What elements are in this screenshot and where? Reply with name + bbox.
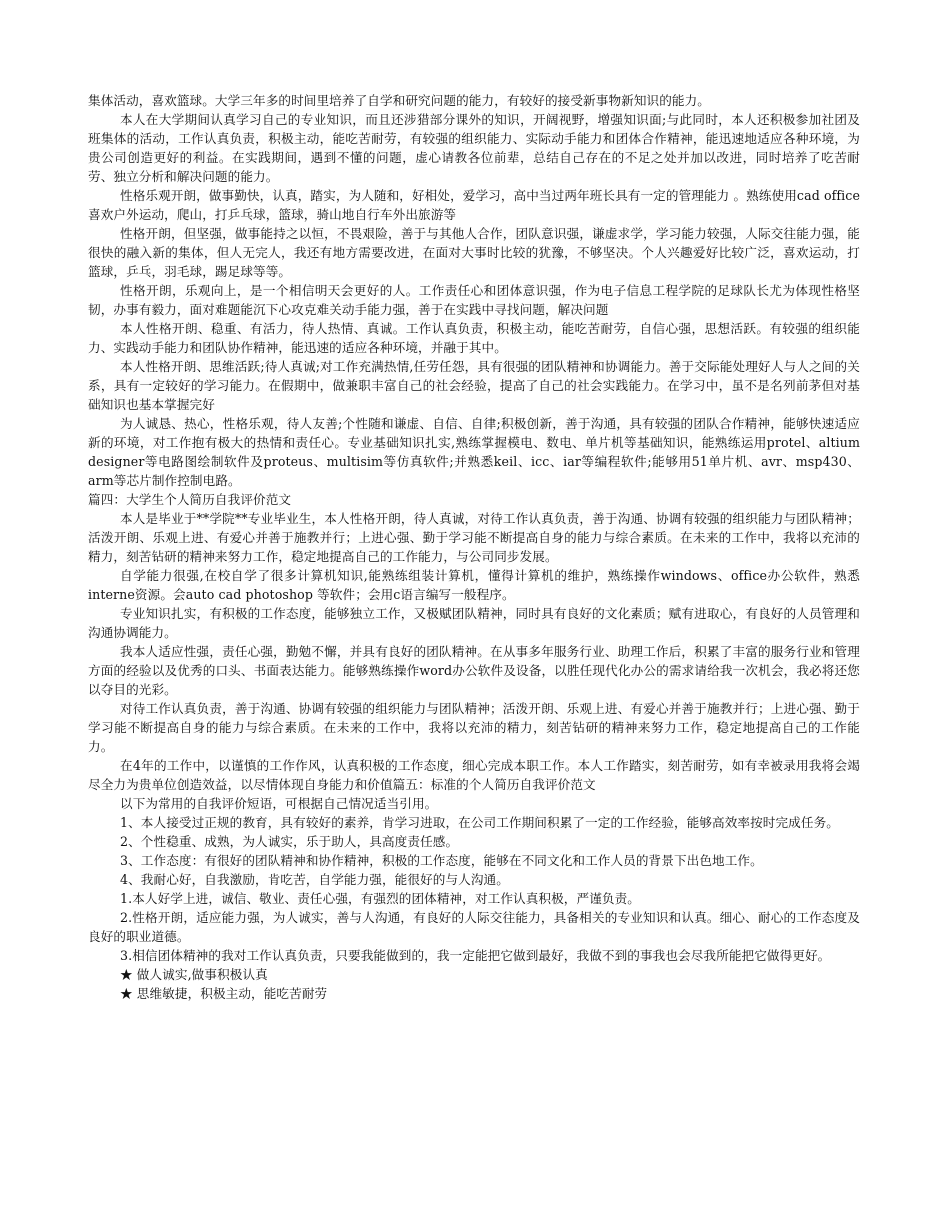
paragraph: 集体活动，喜欢篮球。大学三年多的时间里培养了自学和研究问题的能力，有较好的接受新事物新知识的能力。 (88, 93, 710, 108)
star-list-item: ★ 思维敏捷，积极主动，能吃苦耐劳 (120, 986, 328, 1001)
list-item: 4、我耐心好，自我激励，肯吃苦，自学能力强，能很好的与人沟通。 (120, 872, 509, 887)
list-item: 3、工作态度：有很好的团队精神和协作精神，积极的工作态度，能够在不同文化和工作人员的背景下出色地工作。 (120, 853, 763, 868)
paragraph: 性格开朗，但坚强，做事能持之以恒，不畏艰险，善于与其他人合作，团队意识强，谦虚求学，学习能力较强，人际交往能力强，能很快的融入新的集体，但人无完人，我还有地方需要改进，在面对大事时比较的犹豫，不够坚决。个人兴趣爱好比较广泛，喜欢运动，打篮球，乒乓，羽毛球，踢足球等等。 (88, 226, 860, 279)
document-body (88, 91, 860, 1003)
paragraph: 本人是毕业于**学院**专业毕业生，本人性格开朗，待人真诚，对待工作认真负责，善于沟通、协调有较强的组织能力与团队精神；活泼开朗、乐观上进、有爱心并善于施教并行；上进心强、勤于学习能不断提高自身的能力与综合素质。在未来的工作中，我将以充沛的精力，刻苦钻研的精神来努力工作，稳定地提高自己的工作能力，与公司同步发展。 (88, 511, 860, 564)
list-item: 2、个性稳重、成熟，为人诚实，乐于助人，具高度责任感。 (120, 834, 459, 849)
list-item: 3.相信团体精神的我对工作认真负责，只要我能做到的，我一定能把它做到最好，我做不到的事我也会尽我所能把它做得更好。 (120, 948, 831, 963)
list-item: 1.本人好学上进，诚信、敬业、责任心强，有强烈的团体精神，对工作认真积极，严谨负责。 (120, 891, 640, 906)
list-item: 2.性格开朗，适应能力强，为人诚实，善与人沟通，有良好的人际交往能力，具备相关的专业知识和认真。细心、耐心的工作态度及良好的职业道德。 (88, 910, 860, 944)
paragraph: 性格乐观开朗，做事勤快，认真，踏实，为人随和，好相处，爱学习，高中当过两年班长具有一定的管理能力 。熟练使用cad office 喜欢户外运动，爬山，打乒乓球，篮球，骑山地自行车外出旅游等 (88, 188, 860, 222)
paragraph: 性格开朗，乐观向上，是一个相信明天会更好的人。工作责任心和团体意识强，作为电子信息工程学院的足球队长尤为体现性格坚韧，办事有毅力，面对难题能沉下心攻克难关动手能力强，善于在实践中寻找问题，解决问题 (88, 283, 860, 317)
paragraph: 本人在大学期间认真学习自己的专业知识，而且还涉猎部分课外的知识，开阔视野，增强知识面;与此同时，本人还积极参加社团及班集体的活动，工作认真负责，积极主动，能吃苦耐劳，有较强的组织能力、实际动手能力和团体合作精神，能迅速地适应各种环境，为贵公司创造更好的利益。在实践期间，遇到不懂的问题，虚心请教各位前辈，总结自己存在的不足之处并加以改进，同时培养了吃苦耐劳、独立分析和解决问题的能力。 (88, 112, 860, 184)
section-heading: 篇四：大学生个人简历自我评价范文 (88, 492, 292, 507)
paragraph: 自学能力很强,在校自学了很多计算机知识,能熟练组装计算机，懂得计算机的维护，熟练操作windows、office办公软件，熟悉interne资源。会auto cad photoshop 等软件；会用c语言编写一般程序。 (88, 568, 860, 602)
paragraph: 以下为常用的自我评价短语，可根据自己情况适当引用。 (120, 796, 438, 811)
paragraph: 专业知识扎实，有积极的工作态度，能够独立工作，又极赋团队精神，同时具有良好的文化素质；赋有进取心，有良好的人员管理和沟通协调能力。 (88, 606, 860, 640)
paragraph: 对待工作认真负责，善于沟通、协调有较强的组织能力与团队精神；活泼开朗、乐观上进、有爱心并善于施教并行；上进心强、勤于学习能不断提高自身的能力与综合素质。在未来的工作中，我将以充沛的精力，刻苦钻研的精神来努力工作，稳定地提高自己的工作能力。 (88, 701, 860, 754)
paragraph: 我本人适应性强，责任心强，勤勉不懈，并具有良好的团队精神。在从事多年服务行业、助理工作后，积累了丰富的服务行业和管理方面的经验以及优秀的口头、书面表达能力。能够熟练操作word办公软件及设备，以胜任现代化办公的需求请给我一次机会，我必将还您以夺目的光彩。 (88, 644, 860, 697)
paragraph: 本人性格开朗、思维活跃;待人真诚;对工作充满热情,任劳任怨，具有很强的团队精神和协调能力。善于交际能处理好人与人之间的关系，具有一定较好的学习能力。在假期中，做兼职丰富自己的社会经验，提高了自己的社会实践能力。在学习中，虽不是名列前茅但对基础知识也基本掌握完好 (88, 359, 860, 412)
star-list-item: ★ 做人诚实,做事积极认真 (120, 967, 268, 982)
paragraph: 为人诚恳、热心，性格乐观，待人友善;个性随和谦虚、自信、自律;积极创新，善于沟通，具有较强的团队合作精神，能够快速适应新的环境，对工作抱有极大的热情和责任心。专业基础知识扎实,熟练掌握模电、数电、单片机等基础知识，能熟练运用protel、altium designer等电路图绘制软件及proteus、multisim等仿真软件;并熟悉keil、icc、iar等编程软件;能够用51单片机、avr、msp430、arm等芯片制作控制电路。 (88, 416, 860, 488)
paragraph: 本人性格开朗、稳重、有活力，待人热情、真诚。工作认真负责，积极主动，能吃苦耐劳，自信心强，思想活跃。有较强的组织能力、实践动手能力和团队协作精神，能迅速的适应各种环境，并融于其中。 (88, 321, 860, 355)
paragraph: 在4年的工作中，以谨慎的工作作风，认真积极的工作态度，细心完成本职工作。本人工作踏实，刻苦耐劳，如有幸被录用我将会竭尽全力为贵单位创造效益，以尽情体现自身能力和价值篇五：标准的个人简历自我评价范文 (88, 758, 860, 792)
list-item: 1、本人接受过正规的教育，具有较好的素养，肯学习进取，在公司工作期间积累了一定的工作经验，能够高效率按时完成任务。 (120, 815, 839, 830)
